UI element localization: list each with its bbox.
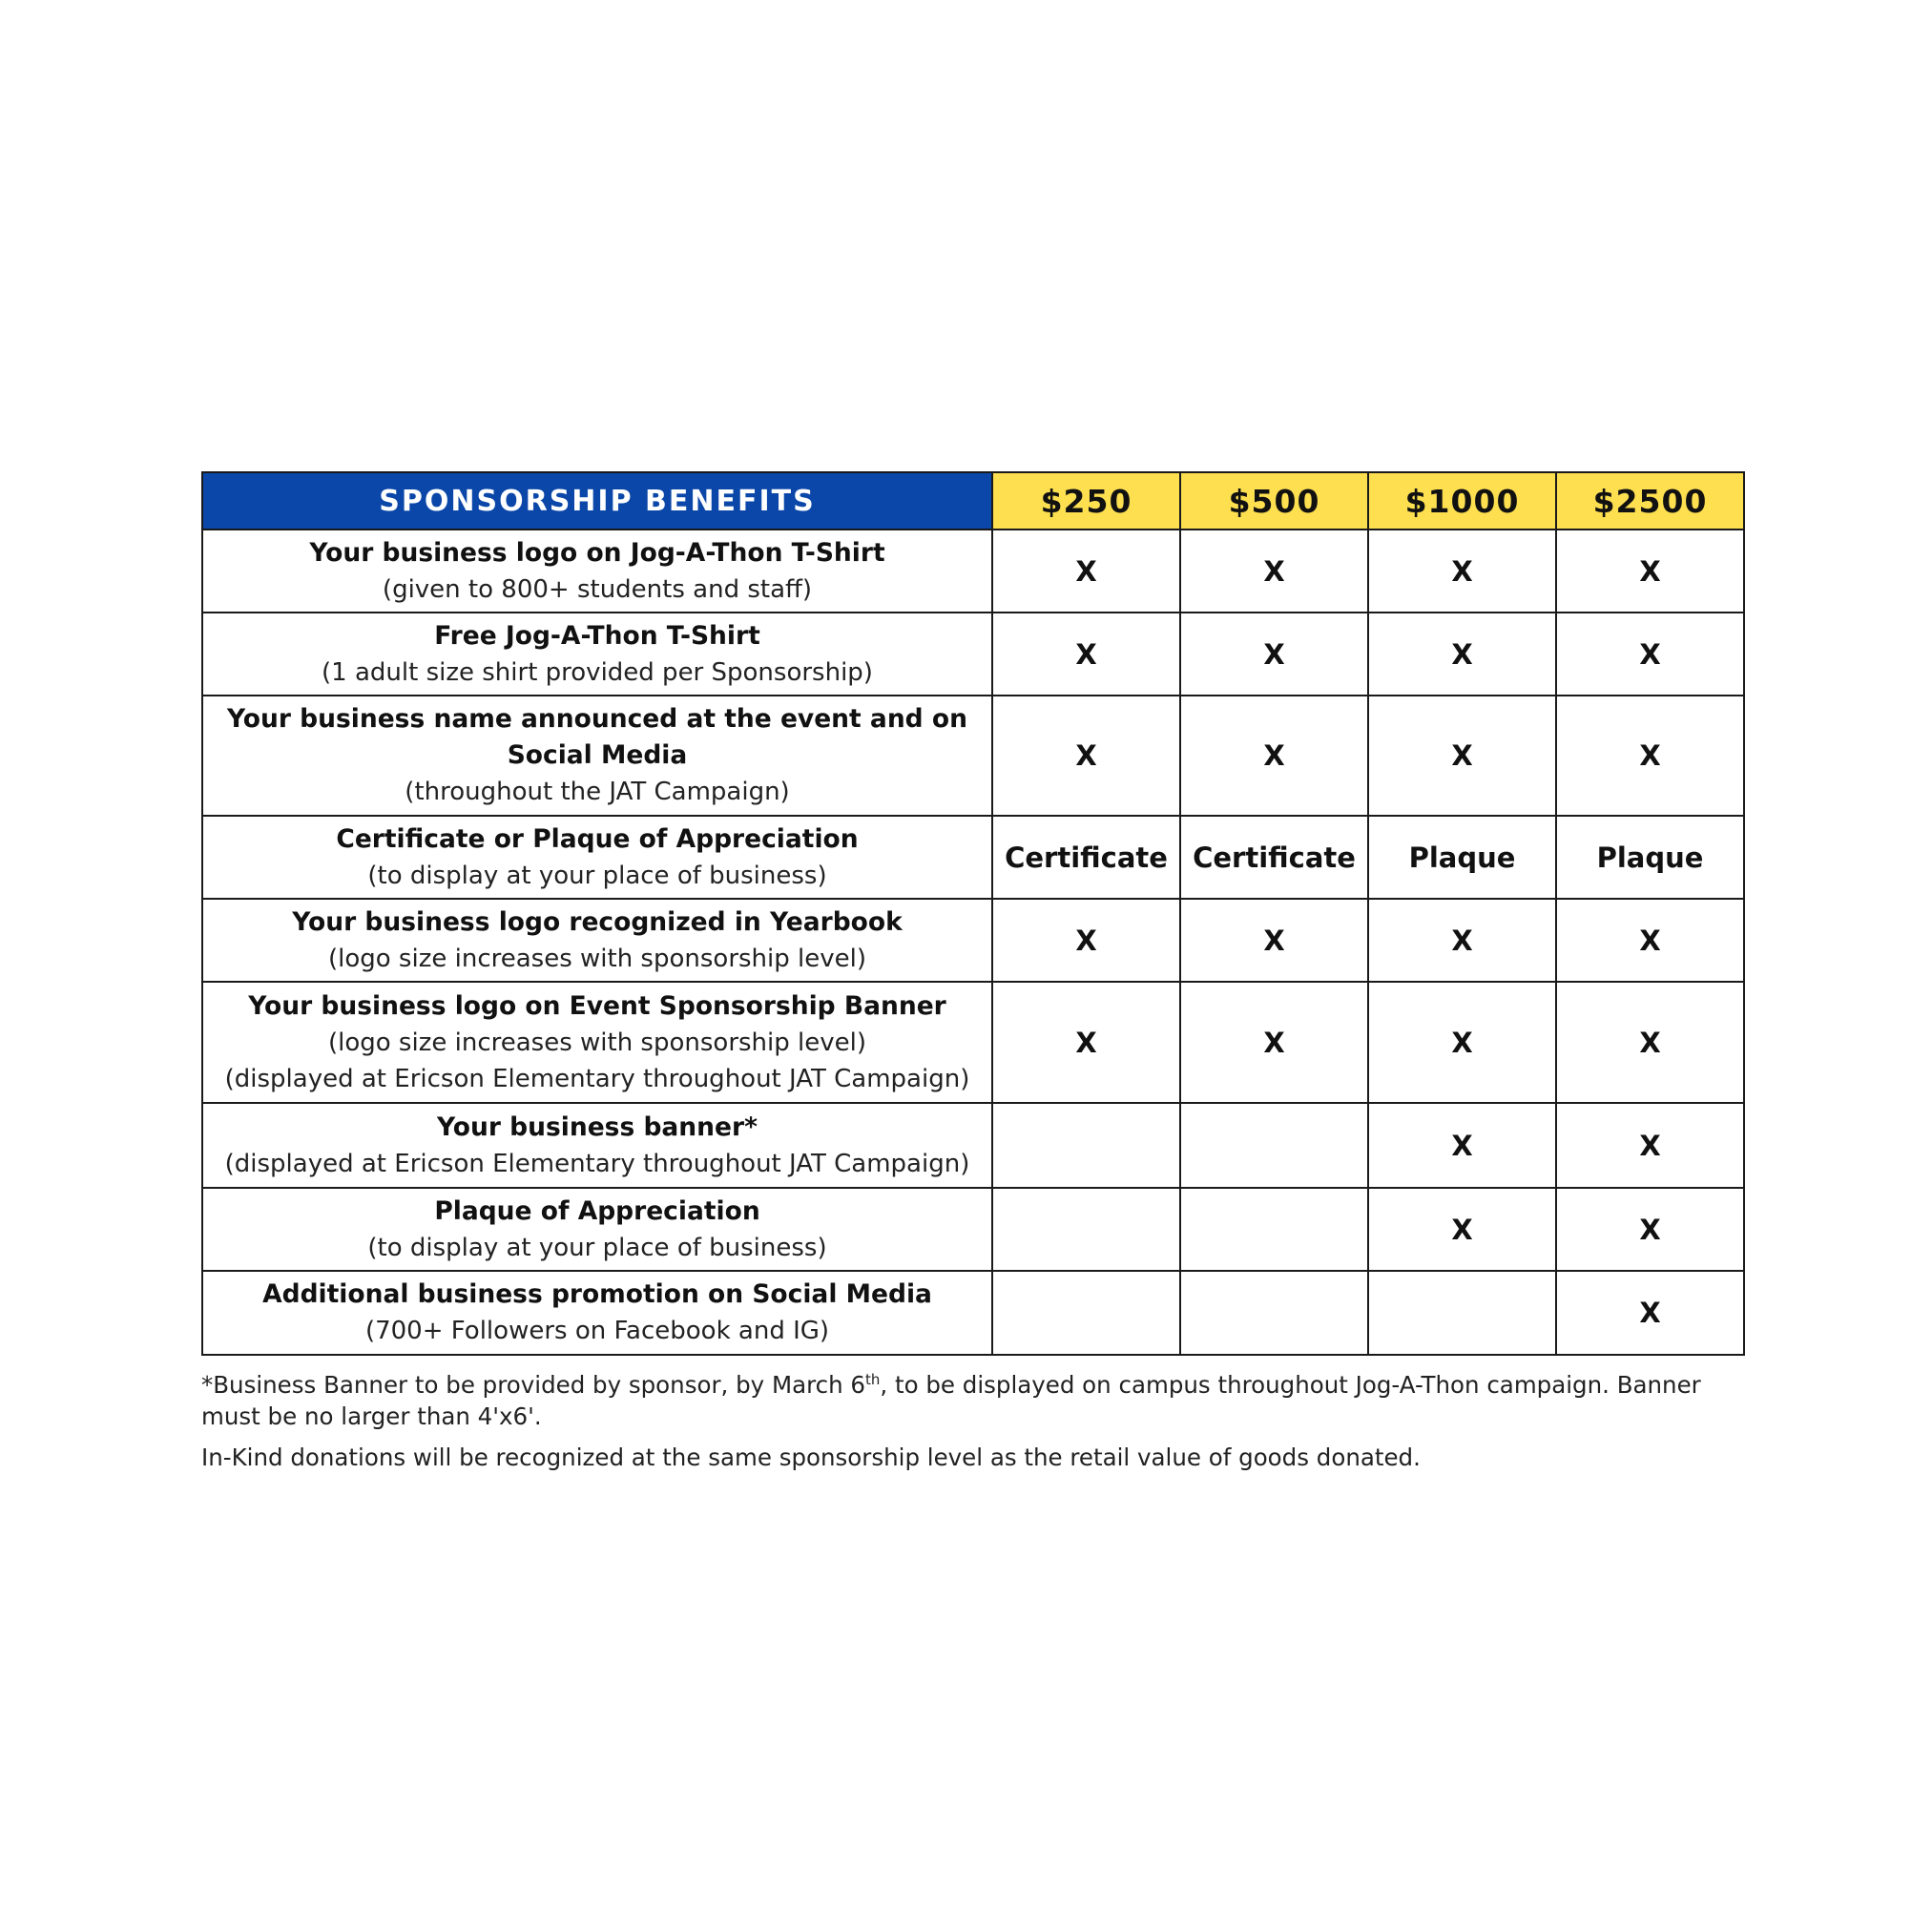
benefit-title: Additional business promotion on Social Media	[262, 1279, 932, 1309]
benefit-note: (to display at your place of business)	[367, 1233, 827, 1262]
level-cell-250	[992, 1271, 1180, 1355]
level-cell-2500: X	[1556, 530, 1744, 613]
benefit-title: Your business logo on Event Sponsorship Banner	[248, 990, 946, 1021]
table-row	[202, 1188, 1744, 1271]
level-cell-500: Certificate	[1180, 816, 1368, 899]
table-row	[202, 1103, 1744, 1188]
level-cell-250: X	[992, 899, 1180, 982]
header-sponsorship-benefits: SPONSORSHIP BENEFITS	[202, 472, 992, 530]
banner-footnote-part1: *Business Banner to be provided by sponsor, by March 6	[201, 1371, 866, 1399]
level-cell-250: X	[992, 696, 1180, 816]
level-cell-1000: X	[1368, 1103, 1556, 1188]
level-cell-1000: X	[1368, 696, 1556, 816]
level-cell-2500: X	[1556, 696, 1744, 816]
level-cell-2500: X	[1556, 1103, 1744, 1188]
benefit-title: Your business name announced at the event and on Social Media	[227, 704, 967, 770]
header-level-1000: $1000	[1368, 472, 1556, 530]
header-level-250: $250	[992, 472, 1180, 530]
header-level-2500: $2500	[1556, 472, 1744, 530]
benefit-title: Plaque of Appreciation	[434, 1195, 760, 1226]
benefit-note: (displayed at Ericson Elementary throughout JAT Campaign)	[224, 1149, 970, 1178]
benefit-cell	[202, 899, 992, 982]
banner-footnote	[201, 1369, 1743, 1432]
benefit-cell	[202, 982, 992, 1103]
level-cell-500	[1180, 1103, 1368, 1188]
level-cell-1000: X	[1368, 899, 1556, 982]
level-cell-1000: X	[1368, 613, 1556, 696]
table-row	[202, 899, 1744, 982]
level-cell-250: X	[992, 982, 1180, 1103]
benefit-note: (to display at your place of business)	[367, 861, 827, 890]
benefit-title: Your business logo recognized in Yearbook	[292, 906, 903, 937]
benefit-cell	[202, 1103, 992, 1188]
level-cell-2500: X	[1556, 899, 1744, 982]
benefit-note: (1 adult size shirt provided per Sponsorship)	[322, 657, 873, 687]
footnotes	[201, 1369, 1743, 1473]
level-cell-1000: X	[1368, 982, 1556, 1103]
level-cell-250: X	[992, 613, 1180, 696]
level-cell-2500: X	[1556, 1271, 1744, 1355]
level-cell-1000: X	[1368, 530, 1556, 613]
level-cell-250: Certificate	[992, 816, 1180, 899]
benefit-note: (700+ Followers on Facebook and IG)	[364, 1317, 830, 1345]
level-cell-500: X	[1180, 613, 1368, 696]
level-cell-1000	[1368, 1271, 1556, 1355]
header-level-500: $500	[1180, 472, 1368, 530]
benefit-cell	[202, 1271, 992, 1355]
level-cell-2500: X	[1556, 613, 1744, 696]
level-cell-250	[992, 1188, 1180, 1271]
benefit-cell	[202, 1188, 992, 1271]
benefit-note: (logo size increases with sponsorship level)	[327, 944, 866, 973]
table-header-row	[202, 472, 1744, 530]
banner-footnote-superscript: th	[865, 1370, 881, 1388]
benefit-title: Your business logo on Jog-A-Thon T-Shirt	[309, 537, 885, 568]
table-row	[202, 816, 1744, 899]
benefit-cell	[202, 816, 992, 899]
level-cell-2500: X	[1556, 982, 1744, 1103]
level-cell-1000: X	[1368, 1188, 1556, 1271]
table-row	[202, 982, 1744, 1103]
benefit-title: Your business banner*	[437, 1111, 758, 1142]
sponsorship-benefits-table	[201, 471, 1745, 1356]
benefit-title: Free Jog-A-Thon T-Shirt	[434, 620, 760, 651]
level-cell-250: X	[992, 530, 1180, 613]
table-row	[202, 613, 1744, 696]
in-kind-footnote: In-Kind donations will be recognized at the same sponsorship level as the retail value of goods donated.	[201, 1444, 1421, 1471]
sponsorship-document	[201, 471, 1743, 1483]
level-cell-1000: Plaque	[1368, 816, 1556, 899]
level-cell-500: X	[1180, 530, 1368, 613]
level-cell-500	[1180, 1271, 1368, 1355]
table-row	[202, 1271, 1744, 1355]
benefit-note: (logo size increases with sponsorship level)	[327, 1028, 866, 1057]
benefit-cell	[202, 696, 992, 816]
table-row	[202, 530, 1744, 613]
level-cell-500: X	[1180, 982, 1368, 1103]
banner-footnote-part2: , to be displayed on campus throughout Jog-A-Thon campaign. Banner must be no larger than 4'x6'.	[201, 1371, 1701, 1430]
level-cell-2500: Plaque	[1556, 816, 1744, 899]
level-cell-250	[992, 1103, 1180, 1188]
level-cell-500: X	[1180, 696, 1368, 816]
level-cell-500: X	[1180, 899, 1368, 982]
benefit-note: (given to 800+ students and staff)	[382, 574, 813, 604]
benefit-note: (displayed at Ericson Elementary throughout JAT Campaign)	[224, 1064, 970, 1093]
level-cell-500	[1180, 1188, 1368, 1271]
benefit-note: (throughout the JAT Campaign)	[405, 778, 790, 806]
level-cell-2500: X	[1556, 1188, 1744, 1271]
benefit-cell	[202, 613, 992, 696]
benefit-title: Certificate or Plaque of Appreciation	[336, 823, 859, 854]
benefit-cell	[202, 530, 992, 613]
table-row	[202, 696, 1744, 816]
